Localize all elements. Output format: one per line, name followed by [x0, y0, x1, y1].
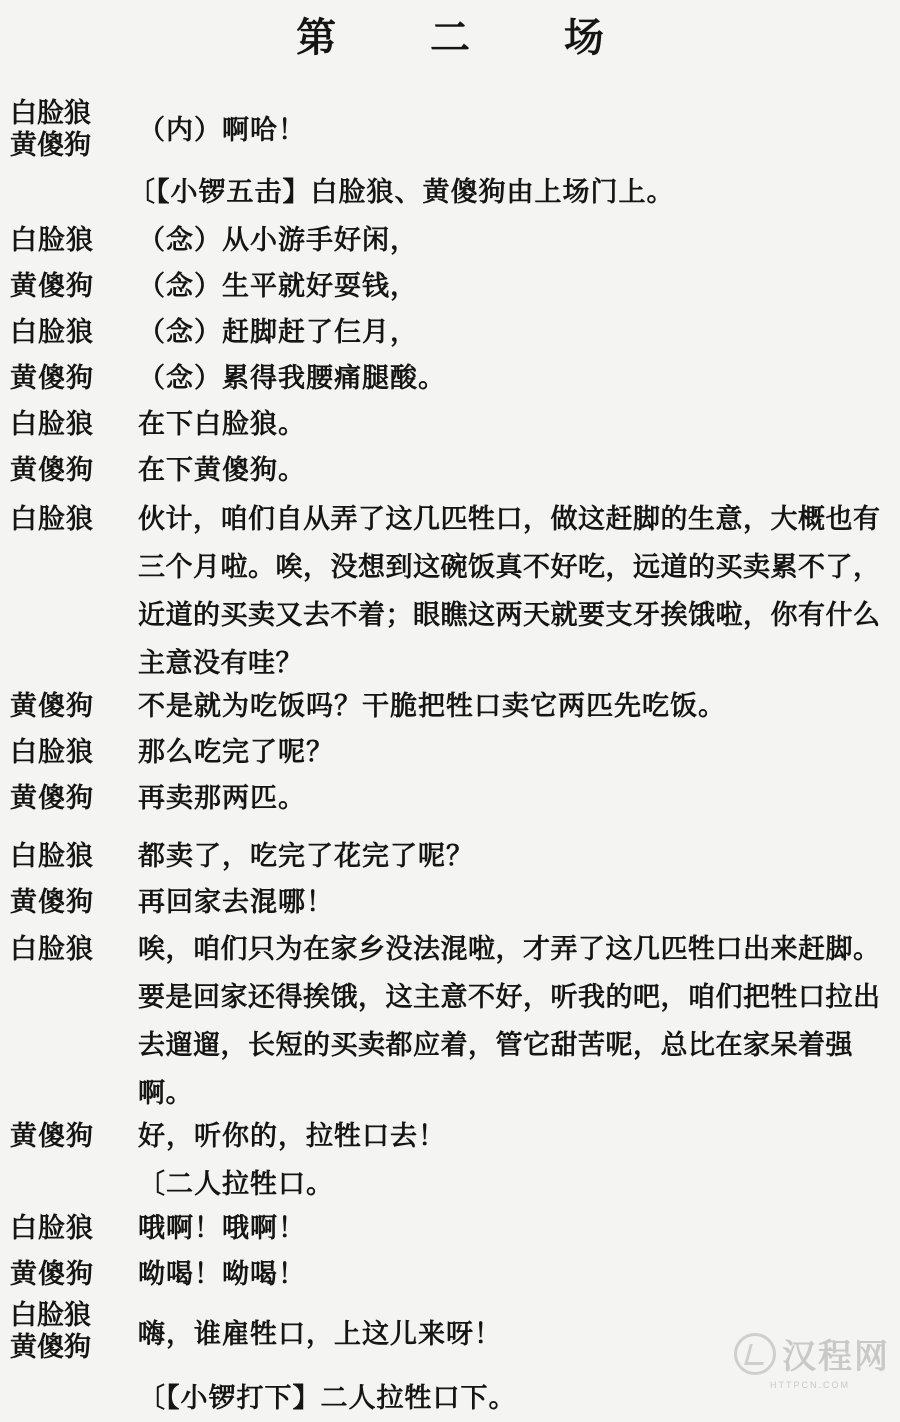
- speaker-name: 黄傻狗: [10, 1332, 91, 1363]
- speaker-name: 白脸狼: [10, 1213, 94, 1244]
- speaker-name: 白脸狼: [10, 841, 94, 872]
- direction-text: 〔【小锣五击】白脸狼、黄傻狗由上场门上。: [128, 177, 675, 208]
- watermark-subtext: HTTPCN.COM: [770, 1380, 850, 1390]
- speaker-name: 白脸狼: [10, 504, 94, 535]
- dialogue-text: 在下黄傻狗。: [138, 455, 306, 486]
- dialogue-text: 再卖那两匹。: [138, 783, 306, 814]
- speaker-name: 白脸狼: [10, 1300, 91, 1331]
- speaker-name: 黄傻狗: [10, 130, 91, 161]
- dialogue-text: 不是就为吃饭吗？干脆把牲口卖它两匹先吃饭。: [138, 691, 726, 722]
- speaker-name: 白脸狼: [10, 98, 91, 129]
- speaker-name: 黄傻狗: [10, 363, 94, 394]
- scene-title: 第 二 场: [296, 14, 644, 61]
- dialogue-text: 都卖了，吃完了花完了呢？: [138, 841, 474, 872]
- dialogue-text: 呦喝！呦喝！: [138, 1259, 306, 1290]
- speaker-name: 白脸狼: [10, 934, 94, 965]
- dialogue-text: 好，听你的，拉牲口去！: [138, 1121, 446, 1152]
- speaker-name: 白脸狼: [10, 225, 94, 256]
- speaker-name: 黄傻狗: [10, 887, 94, 918]
- dialogue-text: 再回家去混哪！: [138, 887, 334, 918]
- dialogue-text: （内）啊哈！: [138, 115, 306, 146]
- speaker-name: 黄傻狗: [10, 271, 94, 302]
- speaker-name: 黄傻狗: [10, 455, 94, 486]
- direction-text: 〔【小锣打下】二人拉牲口下。: [138, 1383, 517, 1414]
- leaf-logo-icon: [734, 1333, 776, 1375]
- speaker-label: [10, 98, 110, 162]
- dialogue-text: 伙计，咱们自从弄了这几匹牲口，做这赶脚的生意，大概也有三个月啦。唉，没想到这碗饭真不好吃，远道的买卖累不了，近道的买卖又去不着；眼瞧这两天就要支牙挨饿啦，你有什么主意没有哇？: [138, 504, 881, 679]
- dialogue-text: （念）生平就好耍钱，: [138, 271, 418, 302]
- watermark-text: 汉程网: [782, 1338, 890, 1376]
- speaker-label: [10, 1300, 110, 1364]
- speaker-name: 白脸狼: [10, 317, 94, 348]
- dialogue-text: 嗨，谁雇牲口，上这儿来呀！: [138, 1319, 502, 1350]
- site-watermark: [734, 1329, 890, 1390]
- dialogue-text: 在下白脸狼。: [138, 409, 306, 440]
- dialogue-text: （念）累得我腰痛腿酸。: [138, 363, 446, 394]
- direction-text: 〔二人拉牲口。: [138, 1169, 334, 1200]
- dialogue-line: [10, 98, 890, 168]
- stage-direction: [10, 1376, 890, 1414]
- speaker-name: 黄傻狗: [10, 691, 94, 722]
- dialogue-text: 唉，咱们只为在家乡没法混啦，才弄了这几匹牲口出来赶脚。要是回家还得挨饿，这主意不好，听我的吧，咱们把牲口拉出去遛遛，长短的买卖都应着，管它甜苦呢，总比在家呆着强啊。: [138, 934, 881, 1109]
- dialogue-text: （念）赶脚赶了仨月，: [138, 317, 418, 348]
- speaker-name: 黄傻狗: [10, 1259, 94, 1290]
- dialogue-text: 哦啊！哦啊！: [138, 1213, 306, 1244]
- dialogue-text: （念）从小游手好闲，: [138, 225, 418, 256]
- dialogue-text: 那么吃完了呢？: [138, 737, 334, 768]
- speaker-name: 黄傻狗: [10, 783, 94, 814]
- speaker-name: 白脸狼: [10, 737, 94, 768]
- speaker-name: 黄傻狗: [10, 1121, 94, 1152]
- speaker-name: 白脸狼: [10, 409, 94, 440]
